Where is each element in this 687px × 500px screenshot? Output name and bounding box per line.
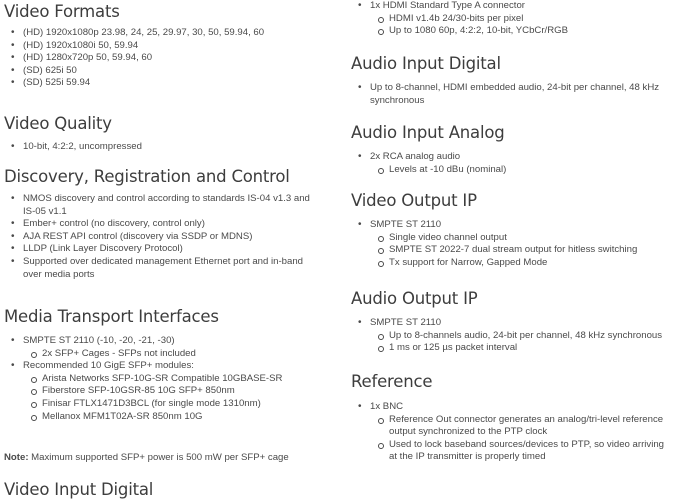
list-item: • AJA REST API control (discovery via SSDP or MDNS) [4, 231, 322, 244]
list-item: • 2x RCA analog audio [351, 151, 683, 164]
section-hdmi-continued [351, 0, 683, 38]
section-title: Audio Input Analog [351, 123, 505, 142]
section-audio-output-ip [351, 289, 683, 355]
sub-list-item: Tx support for Narrow, Gapped Mode [351, 257, 683, 270]
section-discovery [4, 167, 339, 281]
list-item: • SMPTE ST 2110 [351, 317, 683, 330]
sub-list-item: Arista Networks SFP-10G-SR Compatible 10GBASE-SR [4, 373, 339, 386]
sub-list-item: Single video channel output [351, 232, 683, 245]
item-list [4, 141, 339, 154]
list-item: • Recommended 10 GigE SFP+ modules: [4, 360, 339, 373]
section-video-input-digital [4, 480, 339, 500]
note-label: Note: [4, 452, 29, 463]
item-list [351, 82, 669, 107]
power-note [4, 452, 339, 465]
list-item: • (HD) 1920x1080p 23.98, 24, 25, 29.97, 30, 50, 59.94, 60 [4, 27, 339, 40]
list-item: • (HD) 1280x720p 50, 59.94, 60 [4, 52, 339, 65]
sub-list-item: 2x SFP+ Cages - SFPs not included [4, 348, 339, 361]
item-list [4, 335, 339, 423]
sub-list-item: Levels at -10 dBu (nominal) [351, 164, 683, 177]
list-item: • (SD) 625i 50 [4, 65, 339, 78]
sub-list-item: HDMI v1.4b 24/30-bits per pixel [351, 13, 683, 26]
sub-list-item: Up to 1080 60p, 4:2:2, 10-bit, YCbCr/RGB [351, 25, 683, 38]
list-item: • 1x HDMI Standard Type A connector [351, 0, 683, 13]
list-item: • (HD) 1920x1080i 50, 59.94 [4, 40, 339, 53]
section-audio-input-analog [351, 123, 683, 176]
item-list [351, 219, 683, 269]
list-item: • Ember+ control (no discovery, control only) [4, 218, 322, 231]
sub-list-item: 1 ms or 125 µs packet interval [351, 342, 683, 355]
section-title: Reference [351, 372, 433, 391]
sub-list-item: Up to 8-channels audio, 24-bit per channel, 48 kHz synchronous [351, 330, 683, 343]
list-item: • 1x BNC [351, 401, 669, 414]
sub-list-item: Reference Out connector generates an analog/tri-level reference output synchronized to the PTP clock [351, 414, 669, 439]
list-item: • NMOS discovery and control according to standards IS-04 v1.3 and IS-05 v1.1 [4, 193, 322, 218]
section-reference [351, 372, 683, 464]
section-video-formats [4, 2, 339, 90]
item-list [4, 193, 322, 281]
list-item: • 10-bit, 4:2:2, uncompressed [4, 141, 339, 154]
sub-list-item: Fiberstore SFP-10GSR-85 10G SFP+ 850nm [4, 385, 339, 398]
sub-list-item: Used to lock baseband sources/devices to PTP, so video arriving at the IP transmitter is properly timed [351, 439, 669, 464]
section-video-quality [4, 114, 339, 154]
section-title: Discovery, Registration and Control [4, 167, 290, 186]
list-item: • LLDP (Link Layer Discovery Protocol) [4, 243, 322, 256]
list-item: • Up to 8-channel, HDMI embedded audio, 24-bit per channel, 48 kHz synchronous [351, 82, 669, 107]
section-title: Audio Output IP [351, 289, 478, 308]
list-item: • SMPTE ST 2110 [351, 219, 683, 232]
section-title: Video Output IP [351, 191, 477, 210]
sub-list-item: SMPTE ST 2022-7 dual stream output for hitless switching [351, 244, 683, 257]
sub-list-item: Finisar FTLX1471D3BCL (for single mode 1310nm) [4, 398, 339, 411]
item-list [351, 317, 683, 355]
note-text: Maximum supported SFP+ power is 500 mW per SFP+ cage [28, 452, 289, 463]
section-title: Video Formats [4, 2, 120, 21]
section-media-transport [4, 307, 339, 423]
item-list [351, 151, 683, 176]
list-item: • Supported over dedicated management Ethernet port and in-band over media ports [4, 256, 322, 281]
list-item: • SMPTE ST 2110 (-10, -20, -21, -30) [4, 335, 339, 348]
list-item: • (SD) 525i 59.94 [4, 77, 339, 90]
item-list [351, 0, 683, 38]
section-audio-input-digital [351, 54, 683, 107]
section-title: Video Quality [4, 114, 112, 133]
sub-list-item: Mellanox MFM1T02A-SR 850nm 10G [4, 411, 339, 424]
item-list [351, 401, 669, 464]
section-title: Audio Input Digital [351, 54, 501, 73]
section-video-output-ip [351, 191, 683, 269]
section-title: Media Transport Interfaces [4, 307, 219, 326]
section-title: Video Input Digital [4, 480, 154, 499]
item-list [4, 27, 339, 90]
